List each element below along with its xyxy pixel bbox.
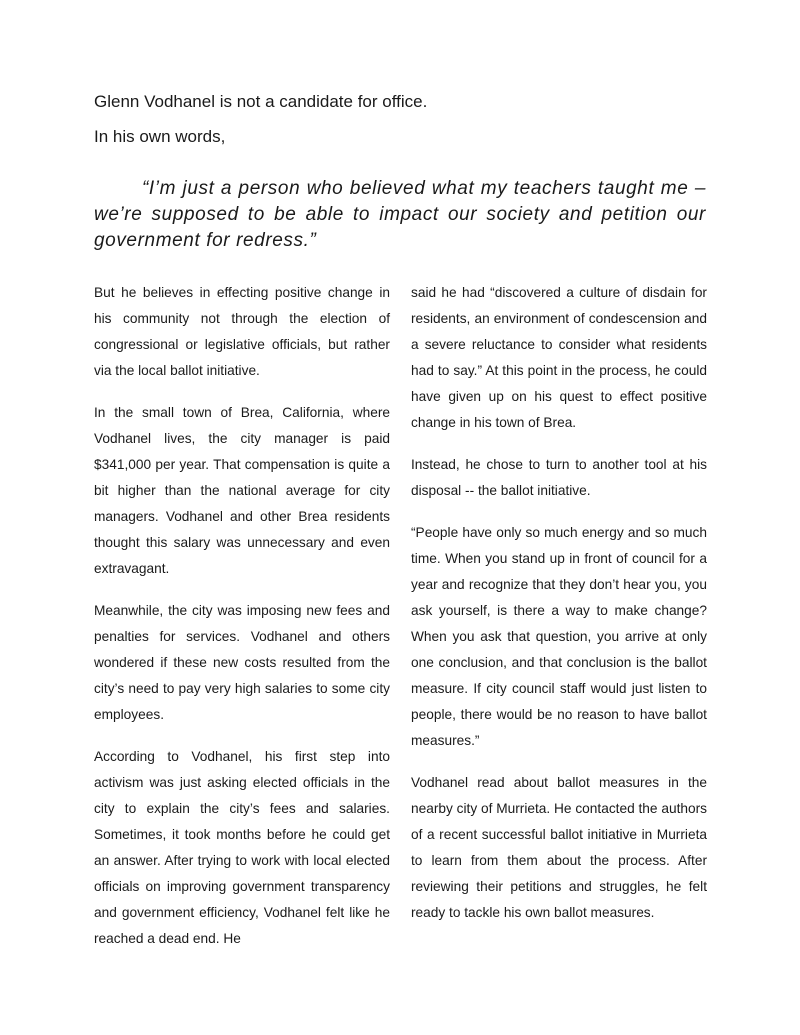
paragraph: Vodhanel read about ballot measures in the nearby city of Murrieta. He contacted the authors of a recent successful ballot initiative in Murrieta to learn from them about the process. After reviewing their petitions and struggles, he felt ready to tackle his own ballot measures. xyxy=(411,775,707,920)
paragraph: In the small town of Brea, California, where Vodhanel lives, the city manager is paid $341,000 per year. That compensation is quite a bit higher than the national average for city managers. Vodhanel and other Brea residents thought this salary was unnecessary and even extravagant. xyxy=(94,405,390,576)
right-column xyxy=(411,280,707,942)
intro-line-candidate: Glenn Vodhanel is not a candidate for office. xyxy=(94,92,428,111)
left-column xyxy=(94,280,390,968)
pull-quote: “I’m just a person who believed what my teachers taught me – we’re supposed to be able to impact our society and petition our government for redress.” xyxy=(94,178,706,251)
intro-line-own-words: In his own words, xyxy=(94,127,226,146)
paragraph: said he had “discovered a culture of disdain for residents, an environment of condescension and a severe reluctance to consider what residents had to say.” At this point in the process, he could have given up on his quest to effect positive change in his town of Brea. xyxy=(411,285,707,430)
paragraph: Instead, he chose to turn to another tool at his disposal -- the ballot initiative. xyxy=(411,457,707,498)
paragraph: Meanwhile, the city was imposing new fees and penalties for services. Vodhanel and others wondered if these new costs resulted from the city’s need to pay very high salaries to some city employees. xyxy=(94,603,390,722)
paragraph: “People have only so much energy and so much time. When you stand up in front of council for a year and recognize that they don’t hear you, you ask yourself, is there a way to make change? When you ask that question, you arrive at only one conclusion, and that conclusion is the ballot measure. If city council staff would just listen to people, there would be no reason to have ballot measures.” xyxy=(411,525,707,748)
paragraph: According to Vodhanel, his first step into activism was just asking elected officials in the city to explain the city’s fees and salaries. Sometimes, it took months before he could get an answer. After trying to work with local elected officials on improving government transparency and government efficiency, Vodhanel felt like he reached a dead end. He xyxy=(94,749,390,946)
paragraph: But he believes in effecting positive change in his community not through the election of congressional or legislative officials, but rather via the local ballot initiative. xyxy=(94,285,390,378)
